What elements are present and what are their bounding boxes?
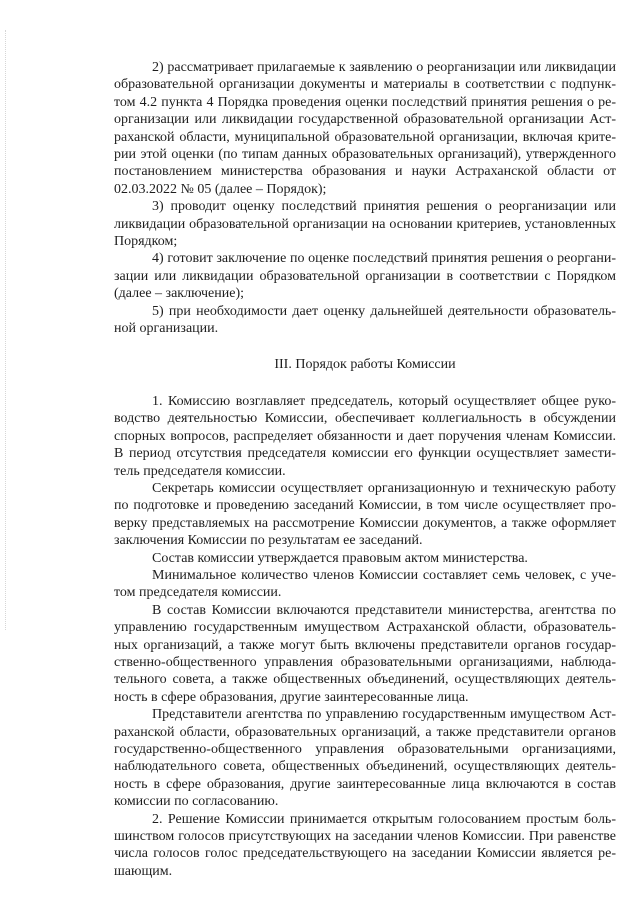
section-paragraph-3: Состав комиссии утверждается правовым актом министерства.	[152, 550, 528, 566]
item-4-paragraph: 4) готовит заключение по оценке последствий принятия решения о реорганизации или ликвидации образовательной организации в соответствии с Порядком (далее – заключение);	[114, 251, 616, 302]
section-paragraph-7: 2. Решение Комиссии принимается открытым голосованием простым большинством голосов присутствующих на заседании членов Комиссии. При равенстве числа голосов голос председательствующего на заседании Комиссии является решающим.	[114, 811, 616, 879]
section-heading: III. Порядок работы Комиссии	[274, 356, 456, 372]
document-body	[114, 59, 616, 880]
section-paragraph-4: Минимальное количество членов Комиссии составляет семь человек, с учетом председателя комиссии.	[114, 567, 616, 601]
section-paragraph-5: В состав Комиссии включаются представители министерства, агентства по управлению государственным имуществом Астраханской области, образовательных организаций, а также могут быть включены представители органов государственно-общественного управления образовательными организациями, наблюдательного совета, а также общественных объединений, осуществляющих деятельность в сфере образования, другие заинтересованные лица.	[114, 602, 616, 705]
item-2-paragraph: 2) рассматривает прилагаемые к заявлению о реорганизации или ликвидации образовательной организации документы и материалы в соответствии с подпунктом 4.2 пункта 4 Порядка проведения оценки последствий принятия решения о реорганизации или ликвидации государственной образовательной организации Астраханской области, муниципальной образовательной организации, включая критерии этой оценки (по типам данных образовательных организаций), утвержденного постановлением министерства образования и науки Астраханской области от 02.03.2022 № 05 (далее – Порядок);	[114, 60, 616, 197]
section-paragraph-1: 1. Комиссию возглавляет председатель, который осуществляет общее руководство деятельностью Комиссии, обеспечивает коллегиальность в обсуждении спорных вопросов, распределяет обязанности и дает поручения членам Комиссии. В период отсутствия председателя комиссии его функции осуществляет заместитель председателя комиссии.	[114, 393, 616, 479]
scan-edge-marks	[5, 30, 10, 630]
section-paragraph-2: Секретарь комиссии осуществляет организационную и техническую работу по подготовке и проведению заседаний Комиссии, в том числе осуществляет проверку представляемых на рассмотрение Комиссии документов, а также оформляет заключения Комиссии по результатам ее заседаний.	[114, 480, 616, 549]
item-5-paragraph: 5) при необходимости дает оценку дальнейшей деятельности образовательной организации.	[114, 303, 616, 337]
item-3-paragraph: 3) проводит оценку последствий принятия решения о реорганизации или ликвидации образовательной организации на основании критериев, установленных Порядком;	[114, 199, 616, 250]
section-paragraph-6: Представители агентства по управлению государственным имуществом Астраханской области, образовательных организаций, а также представители органов государственно-общественного управления образовательными организациями, наблюдательного совета, общественных объединений, осуществляющих деятельность в сфере образования, другие заинтересованные лица включаются в состав комиссии по согласованию.	[114, 707, 616, 810]
